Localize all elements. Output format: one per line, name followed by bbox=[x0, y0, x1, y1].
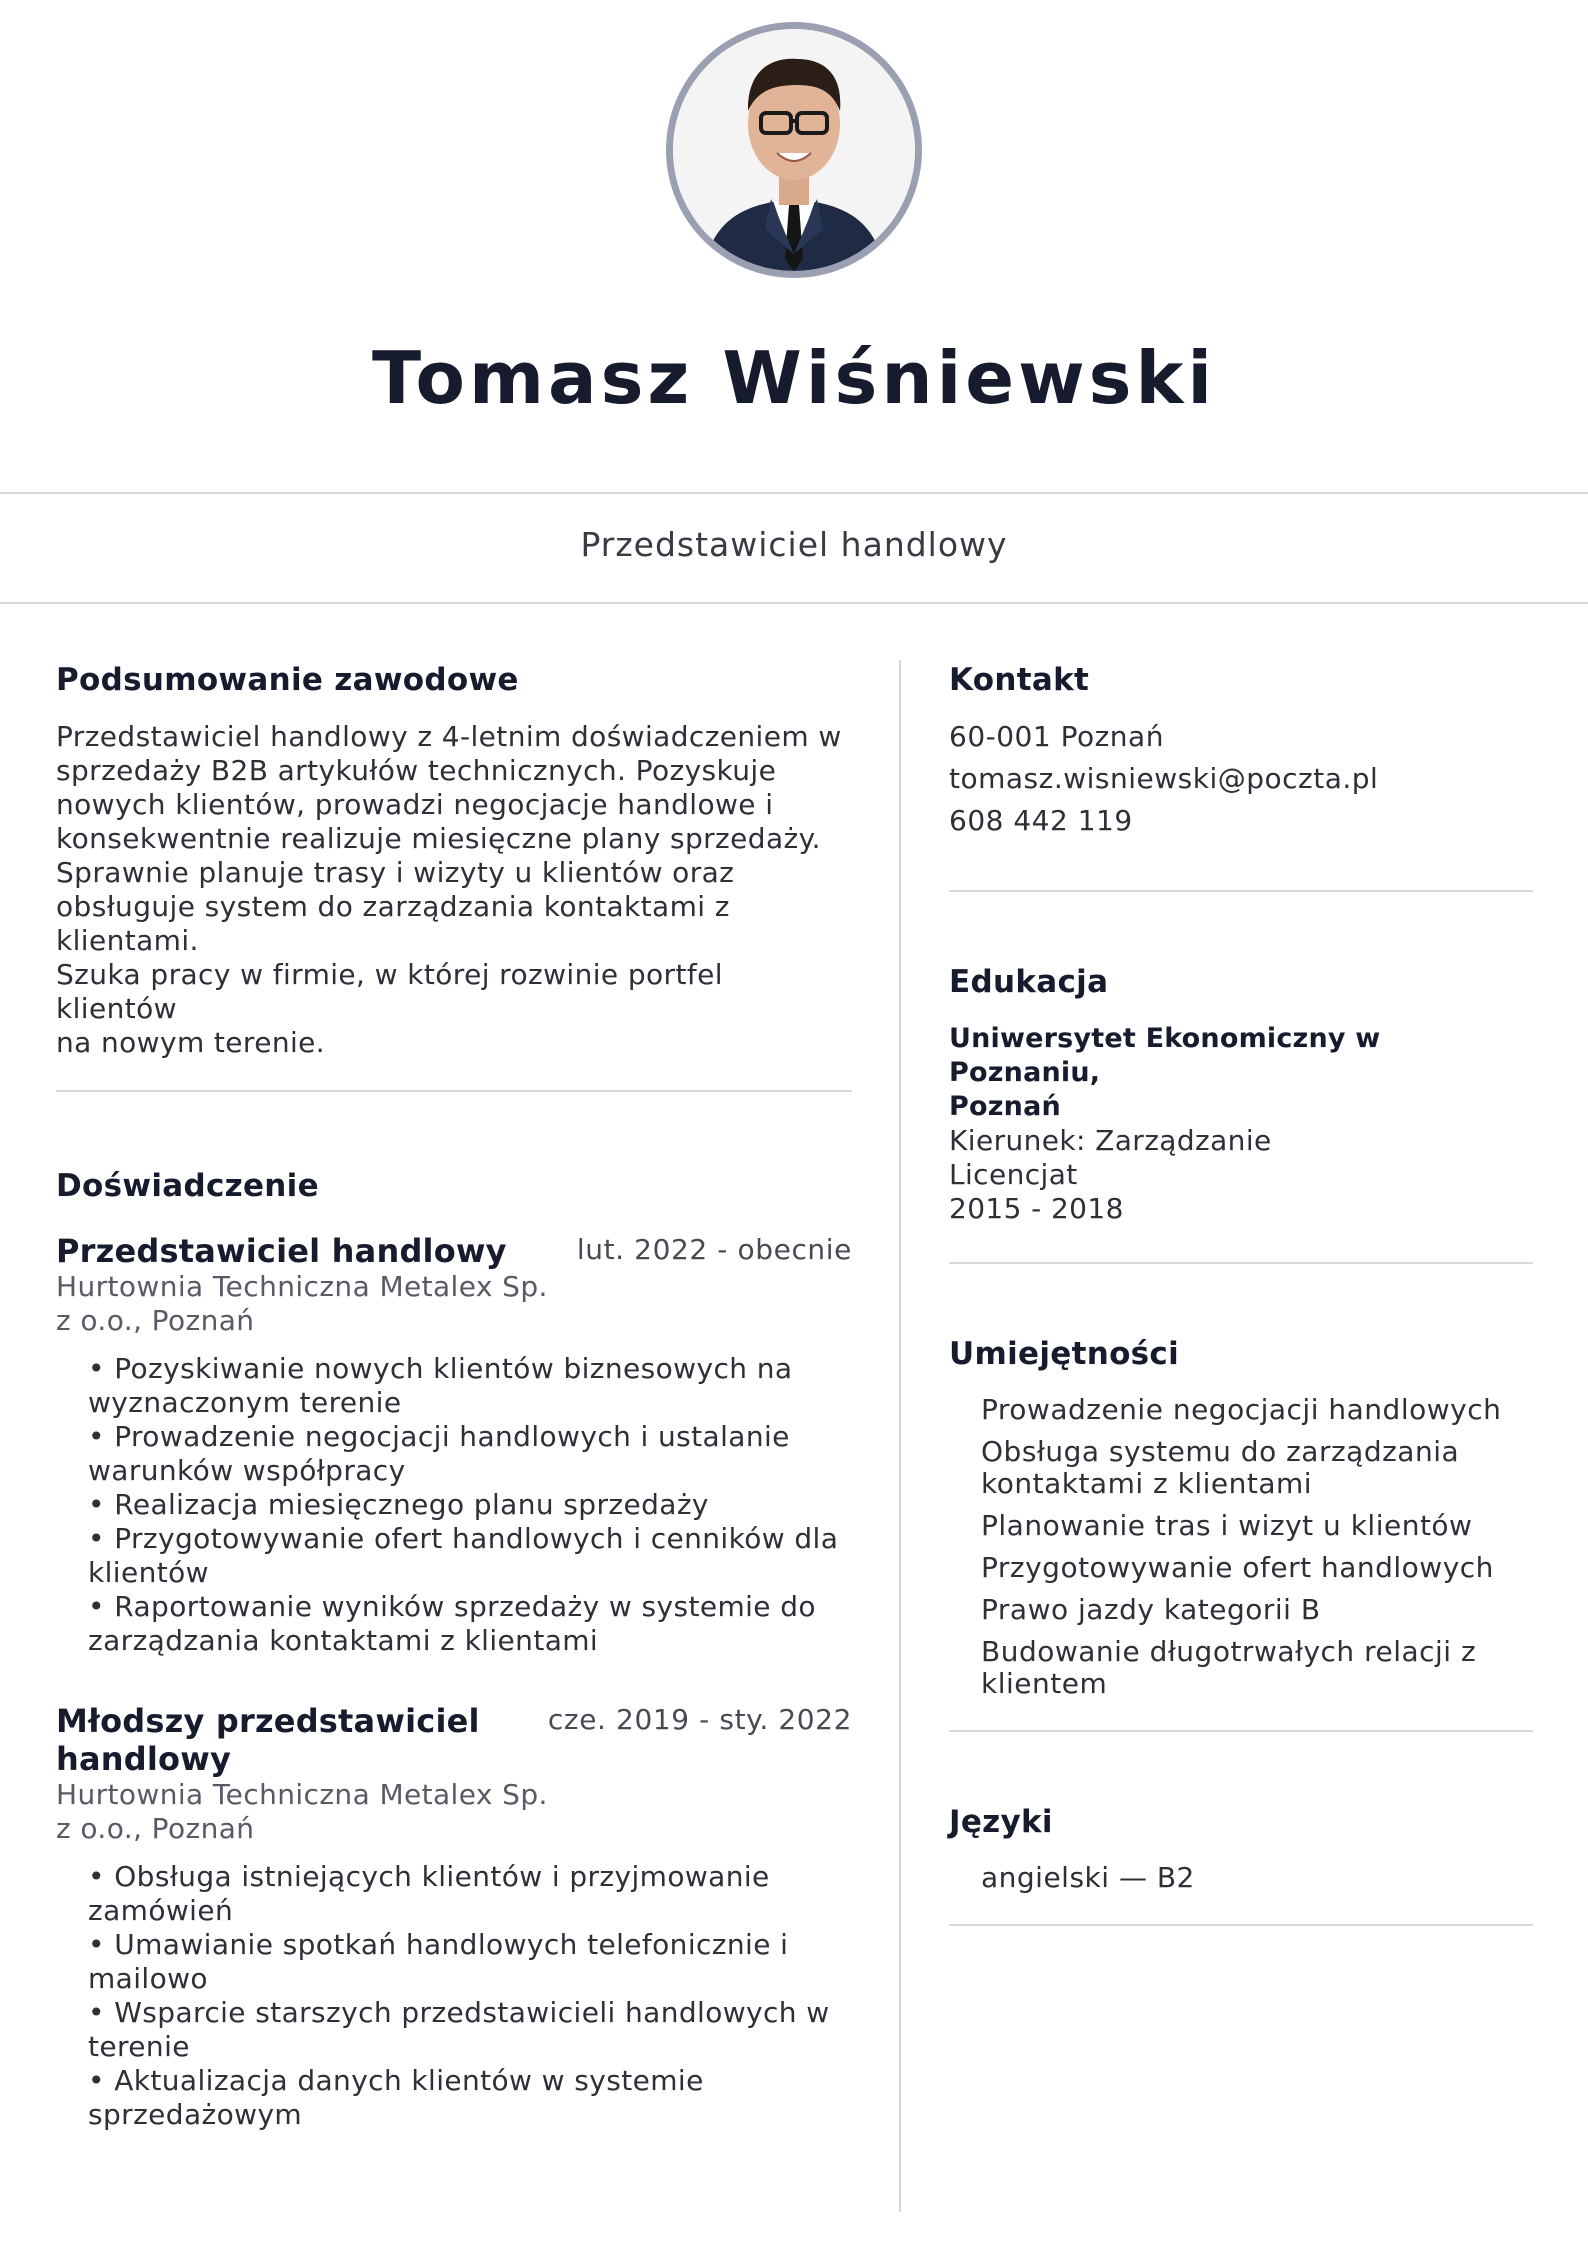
contact-heading: Kontakt bbox=[949, 662, 1090, 698]
contact-section bbox=[949, 660, 1533, 842]
person-portrait-icon bbox=[673, 29, 915, 271]
experience-section bbox=[56, 1166, 852, 2132]
contact-email[interactable]: tomasz.wisniewski@poczta.pl bbox=[949, 762, 1379, 795]
languages-divider bbox=[949, 1924, 1533, 1926]
list-item: • Aktualizacja danych klientów w systemie sprzedażowym bbox=[88, 2064, 852, 2132]
summary-divider bbox=[56, 1090, 852, 1092]
candidate-name: Tomasz Wiśniewski bbox=[371, 336, 1217, 420]
skills-divider bbox=[949, 1730, 1533, 1732]
list-item: • Wsparcie starszych przedstawicieli handlowych w terenie bbox=[88, 1996, 852, 2064]
contact-divider bbox=[949, 890, 1533, 892]
education-school: Uniwersytet Ekonomiczny w Poznaniu, Poznań bbox=[949, 1023, 1381, 1122]
job-company: Hurtownia Techniczna Metalex Sp. z o.o., Poznań bbox=[56, 1270, 548, 1337]
education-degree: Licencjat bbox=[949, 1158, 1078, 1191]
education-divider bbox=[949, 1262, 1533, 1264]
list-item: Prowadzenie negocjacji handlowych bbox=[981, 1393, 1502, 1426]
job-title-headline: Przedstawiciel handlowy bbox=[580, 525, 1008, 564]
list-item: Planowanie tras i wizyt u klientów bbox=[981, 1509, 1473, 1542]
contact-address: 60-001 Poznań bbox=[949, 720, 1164, 753]
list-item: • Umawianie spotkań handlowych telefonicznie i mailowo bbox=[88, 1928, 852, 1996]
right-column bbox=[949, 660, 1533, 1926]
education-section bbox=[949, 962, 1533, 1226]
list-item: • Obsługa istniejących klientów i przyjmowanie zamówień bbox=[88, 1860, 852, 1928]
education-field: Kierunek: Zarządzanie bbox=[949, 1124, 1272, 1157]
languages-heading: Języki bbox=[949, 1804, 1053, 1840]
header-divider-top bbox=[0, 492, 1588, 494]
list-item: Prawo jazdy kategorii B bbox=[981, 1593, 1321, 1626]
list-item: Obsługa systemu do zarządzania kontaktami z klientami bbox=[981, 1435, 1460, 1500]
job-entry bbox=[56, 1702, 852, 2132]
header-divider-bottom bbox=[0, 602, 1588, 604]
list-item: Przygotowywanie ofert handlowych bbox=[981, 1551, 1494, 1584]
job-duties-list bbox=[56, 1352, 852, 1658]
list-item: Budowanie długotrwałych relacji z klientem bbox=[981, 1635, 1477, 1700]
education-heading: Edukacja bbox=[949, 964, 1109, 1000]
summary-text: Przedstawiciel handlowy z 4-letnim doświadczeniem w sprzedaży B2B artykułów technicznych. Pozyskuje nowych klientów, prowadzi negocjacje handlowe i konsekwentnie realizuje miesięczne plany sprzedaży. Sprawnie planuje trasy i wizyty u klientów oraz obsługuje system do zarządzania kontaktami z klientami. Szuka pracy w firmie, w której rozwinie portfel klientów na nowym terenie. bbox=[56, 720, 842, 1059]
job-duties-list bbox=[56, 1860, 852, 2132]
education-years: 2015 - 2018 bbox=[949, 1192, 1124, 1225]
profile-photo bbox=[673, 29, 915, 271]
job-position: Przedstawiciel handlowy bbox=[56, 1232, 507, 1270]
job-entry bbox=[56, 1232, 852, 1658]
skills-section bbox=[949, 1334, 1533, 1700]
languages-list bbox=[949, 1862, 1533, 1894]
contact-phone[interactable]: 608 442 119 bbox=[949, 804, 1133, 837]
profile-photo-frame bbox=[666, 22, 922, 278]
summary-section bbox=[56, 660, 852, 1060]
summary-heading: Podsumowanie zawodowe bbox=[56, 662, 519, 698]
job-date: lut. 2022 - obecnie bbox=[576, 1233, 852, 1266]
job-date: cze. 2019 - sty. 2022 bbox=[547, 1703, 852, 1736]
list-item: • Realizacja miesięcznego planu sprzedaży bbox=[88, 1488, 852, 1522]
list-item: angielski — B2 bbox=[981, 1861, 1195, 1894]
skills-list bbox=[949, 1394, 1533, 1700]
left-column bbox=[56, 660, 852, 2132]
job-company: Hurtownia Techniczna Metalex Sp. z o.o., Poznań bbox=[56, 1778, 548, 1845]
list-item: • Pozyskiwanie nowych klientów biznesowych na wyznaczonym terenie bbox=[88, 1352, 852, 1420]
list-item: • Prowadzenie negocjacji handlowych i ustalanie warunków współpracy bbox=[88, 1420, 852, 1488]
job-position: Młodszy przedstawiciel handlowy bbox=[56, 1702, 480, 1778]
list-item: • Raportowanie wyników sprzedaży w systemie do zarządzania kontaktami z klientami bbox=[88, 1590, 852, 1658]
list-item: • Przygotowywanie ofert handlowych i cenników dla klientów bbox=[88, 1522, 852, 1590]
languages-section bbox=[949, 1802, 1533, 1894]
skills-heading: Umiejętności bbox=[949, 1336, 1180, 1372]
column-divider bbox=[899, 660, 901, 2212]
experience-heading: Doświadczenie bbox=[56, 1168, 319, 1204]
